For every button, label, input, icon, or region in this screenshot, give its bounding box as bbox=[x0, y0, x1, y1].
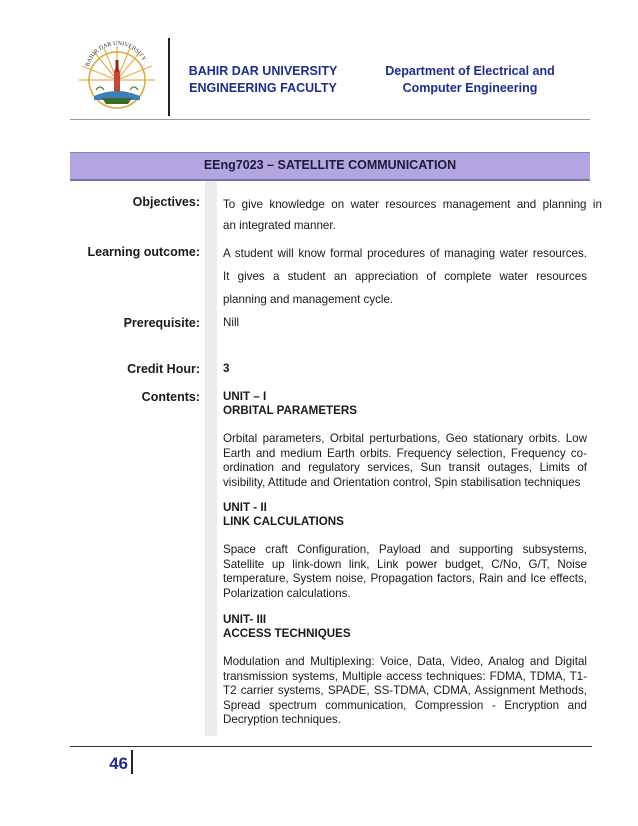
credit-hour-value: 3 bbox=[223, 362, 230, 375]
logo-text: BAHIR DAR UNIVERSITY bbox=[85, 40, 147, 68]
unit-number: UNIT – I bbox=[223, 390, 267, 403]
objectives-value bbox=[223, 194, 602, 236]
unit-number: UNIT- III bbox=[223, 613, 267, 626]
faculty-name: ENGINEERING FACULTY bbox=[189, 81, 337, 95]
course-title: EEng7023 – SATELLITE COMMUNICATION bbox=[203, 158, 457, 172]
outcome-line-3: planning and management cycle. bbox=[223, 293, 394, 306]
outcome-line-1: A student will know formal procedures of managing water resources. bbox=[223, 247, 587, 260]
footer-rule bbox=[70, 746, 592, 747]
credit-hour-label: Credit Hour: bbox=[127, 362, 200, 376]
unit-title: LINK CALCULATIONS bbox=[223, 515, 344, 528]
prerequisite-label: Prerequisite: bbox=[123, 316, 200, 330]
unit-2 bbox=[223, 501, 587, 601]
footer-divider bbox=[131, 750, 133, 774]
unit-title: ACCESS TECHNIQUES bbox=[223, 627, 351, 640]
objectives-label: Objectives: bbox=[132, 195, 200, 209]
unit-body: Orbital parameters, Orbital perturbations, Geo stationary orbits. Low Earth and medium Earth orbits. Frequency selection, Frequency co-ordination and regulatory services, Sun transit outages, Limits of visibility, Attitude and Orientation control, Spin stabilisation techniques bbox=[223, 432, 587, 489]
university-header bbox=[178, 63, 348, 97]
department-line-2: Computer Engineering bbox=[402, 81, 538, 95]
unit-1 bbox=[223, 390, 587, 490]
prerequisite-value: Nill bbox=[223, 316, 240, 329]
page-number: 46 bbox=[109, 754, 128, 773]
outcome-value bbox=[223, 242, 587, 311]
banner-rule bbox=[70, 179, 590, 181]
university-logo bbox=[74, 40, 160, 112]
unit-title: ORBITAL PARAMETERS bbox=[223, 404, 357, 417]
unit-number: UNIT - II bbox=[223, 501, 267, 514]
header-rule bbox=[70, 119, 590, 120]
outcome-line-2: It gives a student an appreciation of complete water resources bbox=[223, 270, 587, 283]
objectives-line-2: an integrated manner. bbox=[223, 219, 336, 232]
university-name: BAHIR DAR UNIVERSITY bbox=[188, 64, 338, 78]
contents-label: Contents: bbox=[141, 390, 200, 404]
department-header bbox=[370, 63, 570, 97]
department-line-1: Department of Electrical and bbox=[385, 64, 555, 78]
unit-3 bbox=[223, 613, 587, 728]
unit-body: Space craft Configuration, Payload and supporting subsystems, Satellite up link-down link, Link power budget, C/No, G/T, Noise temperature, System noise, Propagation factors, Rain and Ice effects, Polarization calculations. bbox=[223, 543, 587, 600]
unit-body: Modulation and Multiplexing: Voice, Data, Video, Analog and Digital transmission systems, Multiple access techniques: FDMA, TDMA, T1-T2 carrier systems, SPADE, SS-TDMA, CDMA, Assignment Methods, Spread spectrum communication, Compression - Encryption and Decryption techniques. bbox=[223, 655, 587, 727]
outcome-label: Learning outcome: bbox=[87, 245, 200, 259]
content-gutter bbox=[205, 181, 217, 736]
header-divider bbox=[168, 38, 170, 116]
objectives-line-1: To give knowledge on water resources management and planning in bbox=[223, 198, 602, 211]
